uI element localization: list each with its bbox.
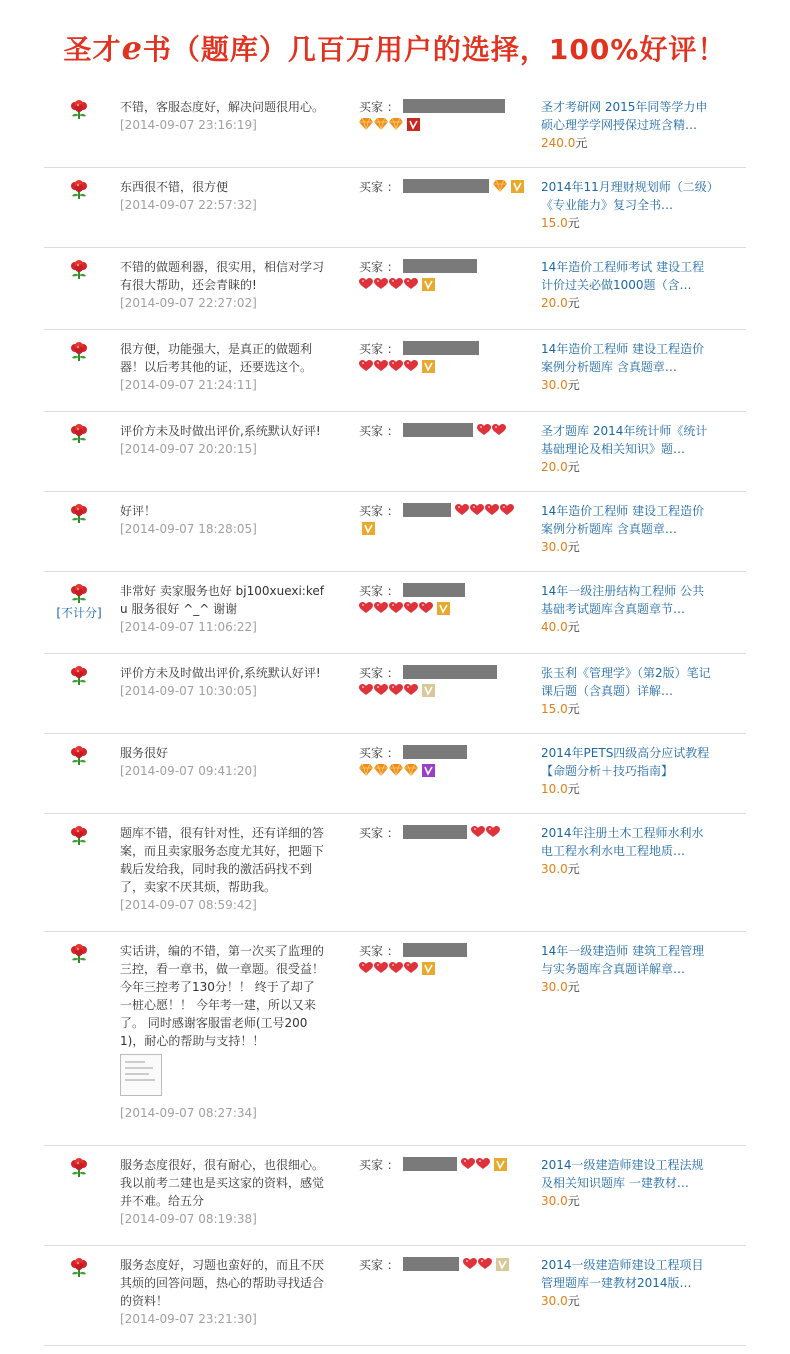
heart-rank-icon — [389, 278, 404, 292]
product-info — [541, 340, 713, 394]
buyer-info — [359, 340, 529, 376]
buyer-rank-badges — [359, 962, 435, 976]
review-row — [44, 654, 746, 734]
heart-rank-icon — [404, 962, 419, 976]
buyer-info — [359, 744, 529, 780]
product-link[interactable]: 圣才考研网 2015年同等学力申硕心理学学网授保过班含精… — [541, 100, 708, 132]
banner-part2: 书（题库）几百万用户的选择，100%好评！ — [142, 33, 727, 66]
comment-text: 东西很不错，很方便 — [120, 180, 229, 194]
buyer-rank-badges — [359, 602, 450, 616]
product-price — [541, 134, 713, 152]
currency-label: 元 — [567, 702, 580, 716]
review-time: [2014-09-07 08:19:38] — [120, 1212, 257, 1226]
product-info — [541, 1256, 713, 1310]
buyer-info — [359, 582, 529, 618]
product-price — [541, 376, 713, 394]
buyer-name-redacted — [403, 1157, 457, 1171]
review-time: [2014-09-07 22:57:32] — [120, 198, 257, 212]
buyer-sep: ： — [386, 746, 399, 760]
review-comment — [120, 744, 324, 780]
review-row — [44, 168, 746, 248]
heart-rank-icon — [374, 962, 389, 976]
heart-rank-icon — [463, 1258, 478, 1272]
product-info — [541, 664, 713, 718]
review-comment — [120, 502, 324, 538]
currency-label: 元 — [567, 216, 580, 230]
buyer-label: 买家 — [359, 100, 384, 114]
currency-label: 元 — [567, 862, 580, 876]
product-link[interactable]: 14年一级注册结构工程师 公共基础考试题库含真题章节… — [541, 584, 705, 616]
buyer-name-redacted — [403, 341, 479, 355]
heart-rank-icon — [404, 278, 419, 292]
review-time: [2014-09-07 21:24:11] — [120, 378, 257, 392]
currency-label: 元 — [567, 782, 580, 796]
diamond-rank-icon — [493, 180, 508, 194]
buyer-label: 买家 — [359, 1258, 384, 1272]
buyer-name-redacted — [403, 179, 489, 193]
review-row — [44, 572, 746, 654]
heart-rank-icon — [389, 684, 404, 698]
review-row — [44, 412, 746, 492]
currency-label: 元 — [567, 1294, 580, 1308]
buyer-sep: ： — [386, 826, 399, 840]
product-info — [541, 258, 713, 312]
buyer-rank-badges — [493, 180, 524, 194]
heart-rank-icon — [359, 278, 374, 292]
product-price — [541, 214, 713, 232]
comment-text: 很方便，功能强大，是真正的做题利器！以后考其他的证，还要选这个。 — [120, 342, 313, 374]
buyer-rank-badges — [359, 278, 435, 292]
currency-label: 元 — [567, 296, 580, 310]
heart-rank-icon — [374, 278, 389, 292]
heart-rank-icon — [404, 684, 419, 698]
review-row — [44, 1146, 746, 1246]
buyer-info — [359, 502, 529, 538]
product-price — [541, 618, 713, 636]
review-row — [44, 932, 746, 1146]
review-time: [2014-09-07 08:59:42] — [120, 898, 257, 912]
diamond-rank-icon — [359, 764, 374, 778]
vip-badge-icon — [359, 522, 375, 536]
buyer-name-redacted — [403, 583, 465, 597]
vip-badge-icon — [404, 118, 420, 132]
buyer-name-redacted — [403, 745, 467, 759]
review-row — [44, 1246, 746, 1346]
buyer-info — [359, 942, 529, 978]
banner-part1: 圣才 — [63, 33, 122, 66]
buyer-name-redacted — [403, 665, 497, 679]
currency-label: 元 — [567, 378, 580, 392]
review-time: [2014-09-07 09:41:20] — [120, 764, 257, 778]
comment-text: 评价方未及时做出评价,系统默认好评! — [120, 424, 321, 438]
product-info — [541, 744, 713, 798]
review-row — [44, 492, 746, 572]
heart-rank-icon — [404, 602, 419, 616]
review-row — [44, 330, 746, 412]
heart-rank-icon — [374, 684, 389, 698]
review-comment — [120, 824, 324, 914]
product-link[interactable]: 2014一级建造师建设工程法规及相关知识题库 一建教材… — [541, 1158, 704, 1190]
product-link[interactable]: 张玉利《管理学》（第2版）笔记课后题（含真题）详解… — [541, 666, 711, 698]
product-link[interactable]: 2014一级建造师建设工程项目管理题库一建教材2014版… — [541, 1258, 704, 1290]
review-comment — [120, 1256, 324, 1328]
heart-rank-icon — [389, 602, 404, 616]
product-price — [541, 1192, 713, 1210]
heart-rank-icon — [419, 602, 434, 616]
buyer-rank-badges — [359, 118, 420, 132]
product-price — [541, 978, 713, 996]
price-value: 30.0 — [541, 1194, 568, 1208]
banner-title — [0, 28, 790, 68]
heart-rank-icon — [359, 360, 374, 374]
buyer-name-redacted — [403, 825, 467, 839]
product-link[interactable]: 2014年注册土木工程师水利水电工程水利水电工程地质… — [541, 826, 704, 858]
buyer-sep: ： — [386, 180, 399, 194]
review-row — [44, 734, 746, 814]
buyer-sep: ： — [386, 1258, 399, 1272]
review-time: [2014-09-07 23:21:30] — [120, 1312, 257, 1326]
buyer-rank-badges — [477, 424, 507, 438]
heart-rank-icon — [500, 504, 515, 518]
review-time: [2014-09-07 08:27:34] — [120, 1106, 257, 1120]
heart-rank-icon — [389, 962, 404, 976]
price-value: 10.0 — [541, 782, 568, 796]
attachment-thumbnail[interactable] — [120, 1054, 162, 1096]
buyer-info — [359, 664, 529, 700]
buyer-sep: ： — [386, 1158, 399, 1172]
diamond-rank-icon — [404, 764, 419, 778]
buyer-info — [359, 824, 529, 842]
price-value: 40.0 — [541, 620, 568, 634]
diamond-rank-icon — [374, 764, 389, 778]
buyer-label: 买家 — [359, 1158, 384, 1172]
heart-rank-icon — [485, 504, 500, 518]
diamond-rank-icon — [389, 118, 404, 132]
buyer-info — [359, 1256, 529, 1274]
review-time: [2014-09-07 20:20:15] — [120, 442, 257, 456]
comment-text: 实话讲，编的不错，第一次买了监理的三控，看一章书，做一章题。很受益！今年三控考了130分！！ 终于了却了一桩心愿！！ 今年考一建，所以又来了。 同时感谢客服雷老师(工号2001)，耐心的帮助与支持！！ — [120, 944, 325, 1048]
heart-rank-icon — [486, 826, 501, 840]
buyer-label: 买家 — [359, 584, 384, 598]
review-row — [44, 248, 746, 330]
vip-badge-icon — [491, 1158, 507, 1172]
price-value: 20.0 — [541, 296, 568, 310]
buyer-name-redacted — [403, 259, 477, 273]
vip-badge-icon — [419, 962, 435, 976]
heart-rank-icon — [359, 684, 374, 698]
review-time: [2014-09-07 23:16:19] — [120, 118, 257, 132]
buyer-label: 买家 — [359, 504, 384, 518]
vip-badge-icon — [419, 764, 435, 778]
product-info — [541, 942, 713, 996]
review-comment — [120, 340, 324, 394]
product-price — [541, 458, 713, 476]
price-value: 30.0 — [541, 862, 568, 876]
review-comment — [120, 582, 324, 636]
currency-label: 元 — [567, 540, 580, 554]
buyer-sep: ： — [386, 504, 399, 518]
buyer-label: 买家 — [359, 826, 384, 840]
review-comment — [120, 1156, 324, 1228]
vip-badge-icon — [493, 1258, 509, 1272]
review-comment — [120, 664, 324, 700]
currency-label: 元 — [567, 980, 580, 994]
review-time: [2014-09-07 10:30:05] — [120, 684, 257, 698]
heart-rank-icon — [492, 424, 507, 438]
buyer-sep: ： — [386, 100, 399, 114]
comment-text: 服务态度很好，很有耐心，也很细心。我以前考二建也是买这家的资料，感觉并不难。给五分 — [120, 1158, 325, 1208]
comment-text: 非常好 卖家服务也好 bj100xuexi:kefu 服务很好 ^_^ 谢谢 — [120, 584, 324, 616]
comment-text: 好评！ — [120, 504, 157, 518]
price-value: 20.0 — [541, 460, 568, 474]
product-info — [541, 422, 713, 476]
price-value: 15.0 — [541, 702, 568, 716]
product-price — [541, 294, 713, 312]
product-price — [541, 860, 713, 878]
vip-badge-icon — [419, 360, 435, 374]
buyer-name-redacted — [403, 503, 451, 517]
price-value: 30.0 — [541, 540, 568, 554]
heart-rank-icon — [404, 360, 419, 374]
heart-rank-icon — [374, 360, 389, 374]
comment-text: 服务态度好，习题也蛮好的，而且不厌其烦的回答问题，热心的帮助寻找适合的资料！ — [120, 1258, 325, 1308]
buyer-info — [359, 178, 529, 196]
buyer-label: 买家 — [359, 342, 384, 356]
product-info — [541, 98, 713, 152]
review-row — [44, 88, 746, 168]
diamond-rank-icon — [359, 118, 374, 132]
product-info — [541, 824, 713, 878]
comment-text: 评价方未及时做出评价,系统默认好评! — [120, 666, 321, 680]
buyer-sep: ： — [386, 666, 399, 680]
product-info — [541, 1156, 713, 1210]
buyer-name-redacted — [403, 943, 467, 957]
heart-rank-icon — [374, 602, 389, 616]
price-value: 15.0 — [541, 216, 568, 230]
heart-rank-icon — [389, 360, 404, 374]
comment-text: 题库不错，很有针对性，还有详细的答案，而且卖家服务态度尤其好，把题下载后发给我，同时我的激活码找不到了，卖家不厌其烦，帮助我。 — [120, 826, 325, 894]
review-comment — [120, 942, 324, 1122]
review-list — [44, 88, 746, 1346]
review-time: [2014-09-07 18:28:05] — [120, 522, 257, 536]
price-value: 30.0 — [541, 1294, 568, 1308]
product-link[interactable]: 圣才题库 2014年统计师《统计基础理论及相关知识》题… — [541, 424, 708, 456]
product-link[interactable]: 14年造价工程师 建设工程造价案例分析题库 含真题章… — [541, 504, 705, 536]
price-value: 240.0 — [541, 136, 576, 150]
review-time: [2014-09-07 11:06:22] — [120, 620, 257, 634]
buyer-label: 买家 — [359, 746, 384, 760]
buyer-rank-badges — [461, 1158, 507, 1172]
review-comment — [120, 422, 324, 458]
product-link[interactable]: 2014年PETS四级高分应试教程【命题分析＋技巧指南】 — [541, 746, 710, 778]
buyer-rank-badges — [463, 1258, 509, 1272]
product-info — [541, 178, 713, 232]
buyer-sep: ： — [386, 260, 399, 274]
review-comment — [120, 178, 324, 214]
buyer-rank-badges — [359, 764, 435, 778]
review-comment — [120, 258, 324, 312]
buyer-label: 买家 — [359, 260, 384, 274]
buyer-label: 买家 — [359, 180, 384, 194]
product-info — [541, 502, 713, 556]
vip-badge-icon — [508, 180, 524, 194]
buyer-info — [359, 98, 529, 134]
comment-text: 不错，客服态度好，解决问题很用心。 — [120, 100, 325, 114]
heart-rank-icon — [478, 1258, 493, 1272]
diamond-rank-icon — [374, 118, 389, 132]
vip-badge-icon — [419, 684, 435, 698]
price-value: 30.0 — [541, 980, 568, 994]
vip-badge-icon — [419, 278, 435, 292]
heart-rank-icon — [470, 504, 485, 518]
buyer-sep: ： — [386, 944, 399, 958]
product-link[interactable]: 14年造价工程师考试 建设工程计价过关必做1000题（含… — [541, 260, 705, 292]
product-info — [541, 582, 713, 636]
buyer-label: 买家 — [359, 944, 384, 958]
product-price — [541, 700, 713, 718]
currency-label: 元 — [567, 460, 580, 474]
buyer-label: 买家 — [359, 666, 384, 680]
product-link[interactable]: 14年造价工程师 建设工程造价案例分析题库 含真题章… — [541, 342, 705, 374]
buyer-rank-badges — [359, 684, 435, 698]
heart-rank-icon — [359, 962, 374, 976]
buyer-sep: ： — [386, 584, 399, 598]
buyer-sep: ： — [386, 424, 399, 438]
buyer-name-redacted — [403, 1257, 459, 1271]
product-link[interactable]: 2014年11月理财规划师（二级）《专业能力》复习全书… — [541, 180, 713, 212]
buyer-info — [359, 1156, 529, 1174]
buyer-sep: ： — [386, 342, 399, 356]
diamond-rank-icon — [389, 764, 404, 778]
banner-e-logo: e — [121, 29, 143, 67]
buyer-rank-badges — [471, 826, 501, 840]
heart-rank-icon — [477, 424, 492, 438]
heart-rank-icon — [461, 1158, 476, 1172]
price-value: 30.0 — [541, 378, 568, 392]
buyer-rank-badges — [359, 360, 435, 374]
heart-rank-icon — [455, 504, 470, 518]
heart-rank-icon — [476, 1158, 491, 1172]
buyer-info — [359, 258, 529, 294]
product-link[interactable]: 14年一级建造师 建筑工程管理与实务题库含真题详解章… — [541, 944, 705, 976]
product-price — [541, 780, 713, 798]
product-price — [541, 1292, 713, 1310]
currency-label: 元 — [575, 136, 588, 150]
currency-label: 元 — [567, 620, 580, 634]
vip-badge-icon — [434, 602, 450, 616]
review-comment — [120, 98, 324, 134]
comment-text: 服务很好 — [120, 746, 169, 760]
comment-text: 不错的做题利器，很实用，相信对学习有很大帮助，还会青睐的! — [120, 260, 325, 292]
buyer-label: 买家 — [359, 424, 384, 438]
heart-rank-icon — [471, 826, 486, 840]
not-counted-link[interactable]: [不计分] — [56, 606, 102, 620]
currency-label: 元 — [567, 1194, 580, 1208]
buyer-info — [359, 422, 529, 440]
review-time: [2014-09-07 22:27:02] — [120, 296, 257, 310]
review-row — [44, 814, 746, 932]
heart-rank-icon — [359, 602, 374, 616]
buyer-name-redacted — [403, 423, 473, 437]
buyer-name-redacted — [403, 99, 505, 113]
product-price — [541, 538, 713, 556]
